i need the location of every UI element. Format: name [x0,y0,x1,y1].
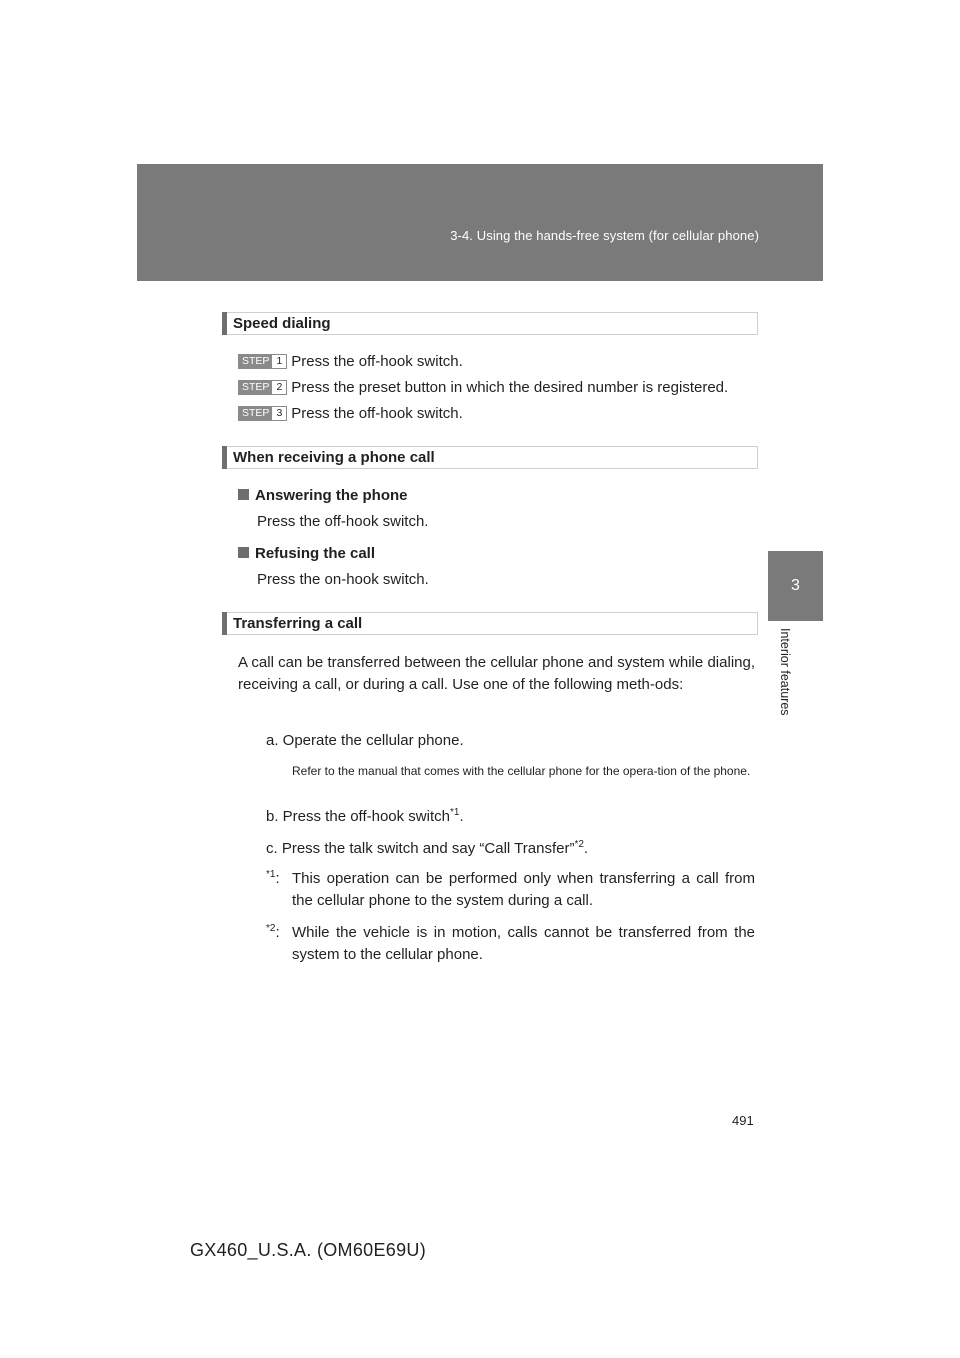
refusing-text: Press the on-hook switch. [257,571,429,588]
step-badge: STEP 3 [238,406,287,421]
subheading-answering: Answering the phone [238,487,408,504]
option-b: b. Press the off-hook switch$^{*1}$. [266,807,464,825]
step-2: STEP 2 Press the preset button in which the desired number is registered. [238,379,728,397]
footnote-2: $^{*2}$: While the vehicle is in motion, calls cannot be transferred from the system to the cellular phone. [266,923,755,963]
section-heading-speed-dialing: Speed dialing [222,312,758,335]
chapter-title: 3-4. Using the hands-free system (for cellular phone) [450,228,759,243]
answering-text: Press the off-hook switch. [257,513,429,530]
subheading-refusing: Refusing the call [238,545,375,562]
option-c: c. Press the talk switch and say “Call Transfer”$^{*2}$. [266,839,589,857]
square-bullet-icon [238,489,249,500]
square-bullet-icon [238,547,249,558]
option-a-note: Refer to the manual that comes with the cellular phone for the opera-tion of the phone. [292,764,751,778]
footnote-1: $^{*1}$: This operation can be performed only when transferring a call from the cellular phone to the system during a call. [266,869,755,909]
chapter-label: Interior features [778,628,792,716]
step-badge: STEP 1 [238,354,287,369]
option-a: a. Operate the cellular phone. [266,732,464,749]
chapter-tab: 3 [768,551,823,621]
step-3: STEP 3 Press the off-hook switch. [238,405,463,423]
header-bar [137,164,823,281]
page-number: 491 [732,1113,754,1128]
step-badge: STEP 2 [238,380,287,395]
transfer-intro: A call can be transferred between the cellular phone and system while dialing, receiving a call, or during a call. Use one of the following meth-ods: [238,654,755,693]
section-heading-transferring: Transferring a call [222,612,758,635]
step-1: STEP 1 Press the off-hook switch. [238,353,463,371]
document-code: GX460_U.S.A. (OM60E69U) [190,1240,426,1260]
section-heading-receiving: When receiving a phone call [222,446,758,469]
